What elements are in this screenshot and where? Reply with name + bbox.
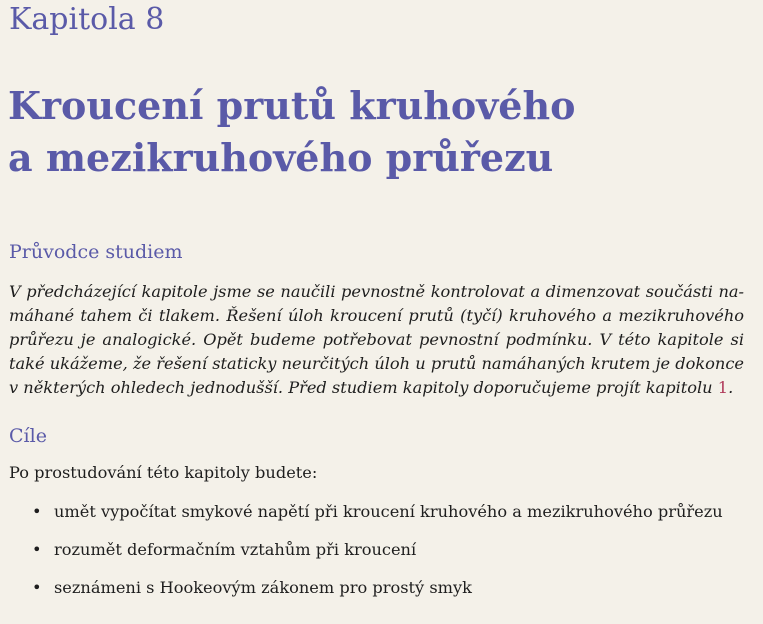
study-guide-line: v některých ohledech jednodušší. Před studiem kapitoly doporučujeme projít kapitolu: [9, 378, 718, 397]
bullet-icon: •: [32, 502, 42, 521]
chapter-title-line-2: a mezikruhového průřezu: [8, 135, 554, 180]
chapter-label: Kapitola 8: [9, 2, 165, 37]
study-guide-line: průřezu je analogické. Opět budeme potřebovat pevnostní podmínku. V této kapitole si: [9, 330, 744, 349]
goal-item-text: umět vypočítat smykové napětí při kroucení kruhového a mezikruhového průřezu: [54, 502, 723, 521]
chapter-reference-link[interactable]: 1: [717, 378, 729, 397]
study-guide-paragraph: [9, 280, 744, 400]
chapter-title: [8, 80, 575, 184]
goal-item-text: rozumět deformačním vztahům při kroucení: [54, 540, 417, 559]
study-guide-last-line: [9, 376, 744, 400]
study-guide-line: máhané tahem či tlakem. Řešení úloh kroucení prutů (tyčí) kruhového a mezikruhového: [9, 306, 744, 325]
goal-item: [32, 576, 723, 614]
goal-item: [32, 538, 723, 576]
study-guide-line: také ukážeme, že řešení staticky neurčitých úloh u prutů namáhaných krutem je dokonce: [9, 354, 744, 373]
goals-heading: Cíle: [9, 425, 47, 447]
bullet-icon: •: [32, 578, 42, 597]
study-guide-line: V předcházející kapitole jsme se naučili pevnostně kontrolovat a dimenzovat součásti na-: [9, 282, 744, 301]
goal-item: [32, 500, 723, 538]
goals-list: [32, 500, 723, 614]
goals-intro: Po prostudování této kapitoly budete:: [9, 463, 318, 482]
study-guide-heading: Průvodce studiem: [9, 241, 183, 263]
goal-item-text: seznámeni s Hookeovým zákonem pro prostý smyk: [54, 578, 472, 597]
bullet-icon: •: [32, 540, 42, 559]
chapter-title-line-1: Kroucení prutů kruhového: [8, 83, 576, 128]
sentence-end: .: [728, 378, 734, 397]
